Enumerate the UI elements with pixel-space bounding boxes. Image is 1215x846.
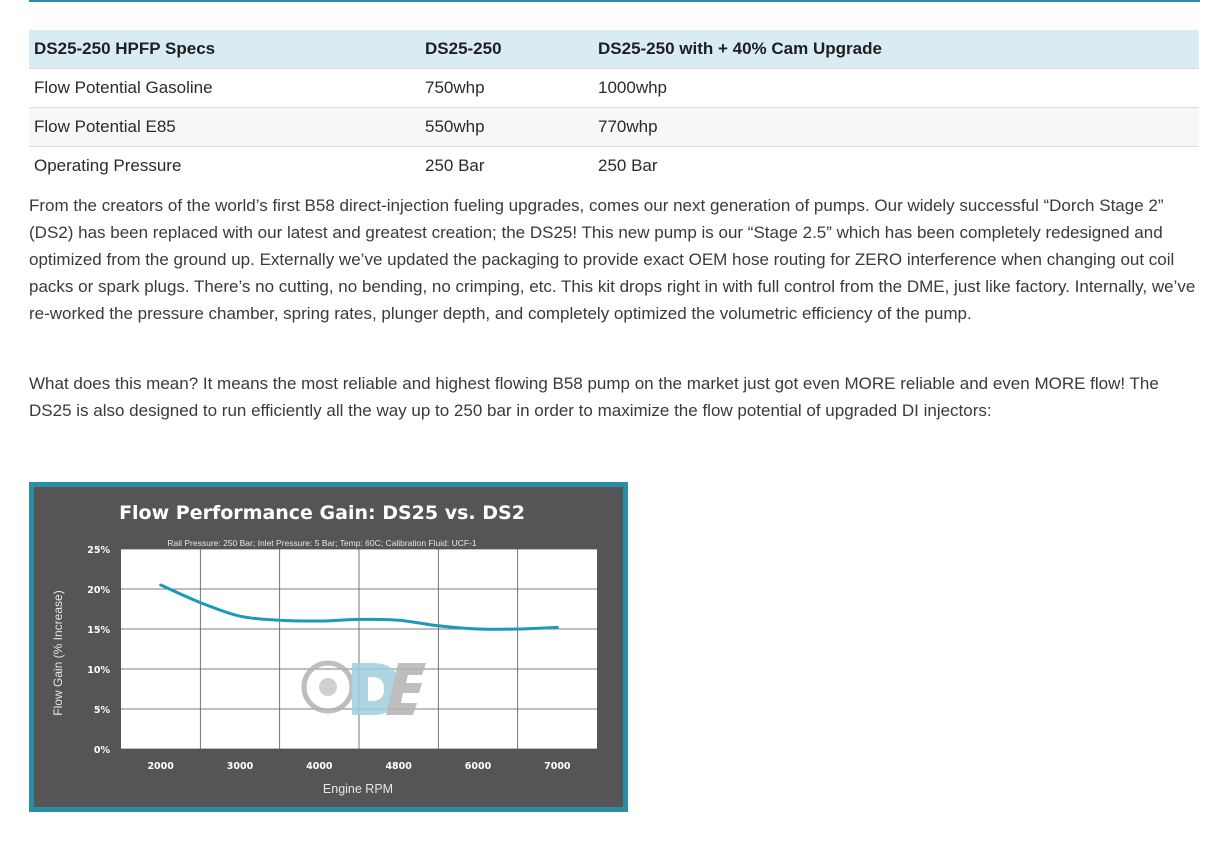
x-tick-label: 2000 [147,761,174,772]
specs-table [29,30,1199,185]
y-axis-label: Flow Gain (% Increase) [51,590,65,716]
flow-chart-image [29,482,628,812]
header-ds25-250: DS25-250 [420,30,593,69]
y-tick-label: 0% [93,745,110,756]
chart-title: Flow Performance Gain: DS25 vs. DS2 [119,502,525,524]
table-cell: 250 Bar [425,156,485,175]
x-tick-label: 4000 [306,761,333,772]
table-cell: 1000whp [598,78,668,97]
header-cam-upgrade: DS25-250 with + 40% Cam Upgrade [593,30,1199,69]
chart-panel [34,487,623,807]
table-cell: 250 Bar [598,156,658,175]
y-tick-label: 20% [87,585,110,596]
benefit-paragraph: What does this mean? It means the most reliable and highest flowing B58 pump on the market just got even MORE reliable and even MORE flow! The DS25 is also designed to run efficiently all the way up to 250 bar in order to maximize the flow potential of upgraded DI injectors: [29,374,1159,420]
table-row [29,108,1199,147]
table-cell: 750whp [425,78,485,97]
table-cell: Operating Pressure [34,156,182,175]
x-tick-label: 4800 [385,761,412,772]
y-tick-label: 10% [87,665,110,676]
table-row [29,69,1199,108]
specs-header-row [29,30,1199,69]
x-tick-label: 7000 [544,761,571,772]
top-rule [29,0,1200,2]
chart-subtitle: Rail Pressure: 250 Bar; Inlet Pressure: 5 Bar; Temp: 60C; Calibration Fluid: UCF-1 [167,538,477,548]
header-specs: DS25-250 HPFP Specs [29,30,420,69]
y-tick-label: 15% [87,625,110,636]
y-axis-ticks [87,545,110,756]
flow-chart [34,487,623,807]
description-paragraph: From the creators of the world’s first B58 direct-injection fueling upgrades, comes our next generation of pumps. Our widely successful “Dorch Stage 2” (DS2) has been replaced with our latest and greatest creation; the DS25! This new pump is our “Stage 2.5” which has been completely redesigned and optimized from the ground up. Externally we’ve updated the packaging to provide exact OEM hose routing for ZERO interference when changing out coil packs or spark plugs. There’s no cutting, no bending, no crimping, etc. This kit drops right in with full control from the DME, just like factory. Internally, we’ve re-worked the pressure chamber, spring rates, plunger depth, and completely optimized the volumetric efficiency of the pump. [29,196,1196,323]
x-tick-label: 3000 [226,761,254,772]
x-axis-ticks [147,761,570,772]
table-cell: Flow Potential E85 [34,117,176,136]
table-row [29,147,1199,186]
x-axis-label: Engine RPM [322,782,394,796]
x-tick-label: 6000 [464,761,492,772]
table-cell: 550whp [425,117,485,136]
y-tick-label: 5% [93,705,110,716]
table-cell: 770whp [598,117,658,136]
table-cell: Flow Potential Gasoline [34,78,213,97]
y-tick-label: 25% [87,545,110,556]
